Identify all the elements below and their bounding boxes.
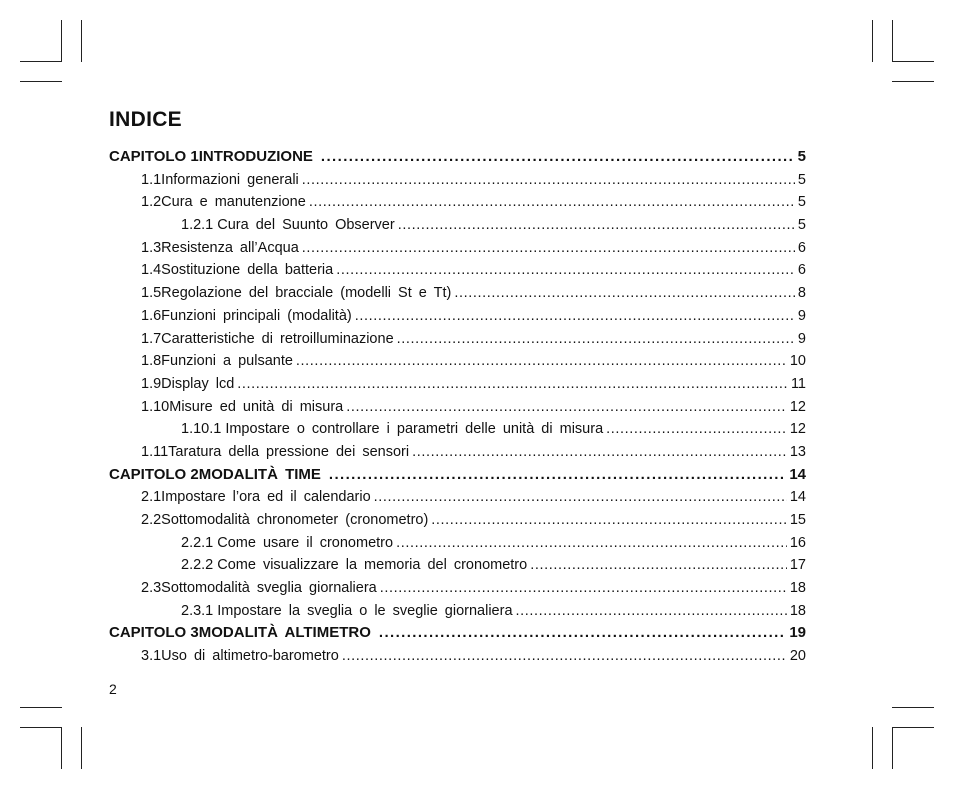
- toc-entry-page: 9: [797, 307, 806, 324]
- toc-entry-label: Uso di altimetro-barometro: [161, 648, 339, 665]
- toc-entry-number: 1.4: [141, 262, 162, 279]
- toc-entry-number: 1.2: [141, 194, 162, 211]
- dot-leader: [302, 237, 795, 260]
- toc-entry-page: 6: [797, 239, 806, 256]
- dot-leader: [355, 305, 795, 328]
- toc-entry-number: 2.1: [141, 489, 162, 506]
- toc-entry[interactable]: [109, 600, 806, 623]
- toc-entry[interactable]: [109, 328, 806, 351]
- toc-entry-label: MODALITÀ ALTIMETRO: [198, 624, 371, 642]
- crop-mark: [872, 727, 873, 769]
- toc-entry[interactable]: [109, 577, 806, 600]
- crop-mark: [61, 727, 62, 769]
- dot-leader: [454, 282, 795, 305]
- toc-entry-label: INTRODUZIONE: [198, 148, 313, 165]
- toc-entry-label: Sostituzione della batteria: [161, 262, 334, 279]
- toc-entry-page: 8: [797, 285, 806, 302]
- crop-mark: [892, 61, 934, 62]
- dot-leader: [398, 214, 795, 237]
- crop-mark: [892, 727, 934, 728]
- toc-entry-page: 20: [789, 648, 806, 665]
- toc-entry[interactable]: [109, 259, 806, 282]
- toc-entry-page: 13: [789, 443, 806, 460]
- toc-entry-page: 12: [789, 398, 806, 415]
- toc-entry-number: 2.2.1: [181, 534, 214, 551]
- toc-entry[interactable]: [109, 645, 806, 668]
- page-number: 2: [109, 681, 117, 697]
- toc-entry-page: 18: [789, 602, 806, 619]
- toc-entry-label: Informazioni generali: [161, 171, 299, 188]
- dot-leader: [412, 441, 787, 464]
- toc-entry[interactable]: [109, 486, 806, 509]
- toc-entry-number: 2.2.2: [181, 557, 214, 574]
- page-title: INDICE: [109, 108, 182, 131]
- toc-entry-label: Funzioni a pulsante: [161, 353, 293, 370]
- toc-entry-label: Sottomodalità chronometer (cronometro): [161, 512, 429, 528]
- toc-entry-number: 2.3: [141, 580, 162, 597]
- toc-entry[interactable]: [109, 169, 806, 192]
- crop-mark: [20, 727, 62, 728]
- dot-leader: [321, 146, 795, 169]
- dot-leader: [396, 532, 787, 555]
- toc-entry-label: Impostare l’ora ed il calendario: [161, 489, 371, 506]
- toc-entry-number: 1.5: [141, 285, 162, 302]
- toc-entry-label: Impostare la sveglia o le sveglie giornaliera: [217, 602, 513, 619]
- crop-mark: [81, 20, 82, 62]
- toc-entry-number: 1.10: [141, 398, 170, 415]
- toc-entry-number: 1.9: [141, 375, 162, 392]
- toc-entry-page: 16: [789, 534, 806, 551]
- dot-leader: [346, 396, 787, 419]
- crop-mark: [892, 707, 934, 708]
- toc-entry-number: 1.3: [141, 239, 162, 256]
- toc-chapter-entry[interactable]: [109, 464, 806, 487]
- toc-entry-page: 14: [789, 489, 806, 506]
- toc-entry-page: 10: [789, 353, 806, 370]
- dot-leader: [296, 350, 787, 373]
- toc-chapter-entry[interactable]: [109, 622, 806, 645]
- crop-mark: [892, 727, 893, 769]
- toc-entry-label: Sottomodalità sveglia giornaliera: [161, 580, 377, 597]
- toc-entry[interactable]: [109, 191, 806, 214]
- toc-entry-label: Cura del Suunto Observer: [217, 217, 395, 234]
- toc-entry[interactable]: [109, 532, 806, 555]
- crop-mark: [61, 20, 62, 62]
- toc-entry-page: 19: [789, 624, 806, 642]
- dot-leader: [397, 328, 795, 351]
- dot-leader: [336, 259, 795, 282]
- toc-entry-number: 1.6: [141, 307, 162, 324]
- toc-entry-label: Misure ed unità di misura: [169, 398, 344, 415]
- toc-entry-page: 15: [789, 512, 806, 528]
- toc-entry-page: 9: [797, 330, 806, 347]
- crop-mark: [20, 707, 62, 708]
- crop-mark: [892, 81, 934, 82]
- dot-leader: [342, 645, 787, 668]
- toc-entry-page: 5: [797, 217, 806, 234]
- dot-leader: [309, 191, 795, 214]
- toc-entry-number: 3.1: [141, 648, 162, 665]
- toc-entry[interactable]: [109, 396, 806, 419]
- toc-entry-label: Caratteristiche di retroilluminazione: [161, 330, 394, 347]
- dot-leader: [516, 600, 787, 623]
- toc-entry-page: 6: [797, 262, 806, 279]
- toc-entry-number: 1.8: [141, 353, 162, 370]
- crop-mark: [872, 20, 873, 62]
- toc-entry-label: Come visualizzare la memoria del cronometro: [217, 557, 528, 574]
- toc-entry-number: 1.10.1: [181, 421, 222, 438]
- toc-chapter-entry[interactable]: [109, 146, 806, 169]
- toc-entry-number: CAPITOLO 2: [109, 465, 199, 483]
- toc-entry-page: 5: [797, 171, 806, 188]
- toc-entry[interactable]: [109, 441, 806, 464]
- toc-entry[interactable]: [109, 237, 806, 260]
- toc-entry-number: CAPITOLO 1: [109, 148, 199, 165]
- toc-entry-page: 11: [790, 375, 806, 392]
- toc-entry-label: Regolazione del bracciale (modelli St e Tt): [161, 285, 452, 302]
- dot-leader: [380, 577, 787, 600]
- toc-entry[interactable]: [109, 509, 806, 532]
- toc-entry-label: Display lcd: [161, 375, 235, 392]
- toc-entry-number: 1.1: [141, 171, 162, 188]
- toc-entry-label: Resistenza all’Acqua: [161, 239, 299, 256]
- toc-entry-number: 1.7: [141, 330, 162, 347]
- toc-entry-page: 14: [789, 465, 806, 483]
- toc-entry-number: 1.11: [141, 443, 169, 460]
- toc-entry-number: 1.2.1: [181, 217, 214, 234]
- crop-mark: [20, 61, 62, 62]
- toc-entry[interactable]: [109, 282, 806, 305]
- toc-entry[interactable]: [109, 554, 806, 577]
- crop-mark: [892, 20, 893, 62]
- toc-entry-label: Cura e manutenzione: [161, 194, 306, 211]
- toc-entry[interactable]: [109, 350, 806, 373]
- table-of-contents: [109, 146, 806, 668]
- toc-entry-page: 5: [797, 148, 806, 165]
- toc-entry-page: 12: [789, 421, 806, 438]
- dot-leader: [302, 169, 795, 192]
- dot-leader: [329, 464, 786, 487]
- dot-leader: [530, 554, 787, 577]
- dot-leader: [374, 486, 787, 509]
- crop-mark: [20, 81, 62, 82]
- toc-entry-number: CAPITOLO 3: [109, 624, 199, 642]
- crop-mark: [81, 727, 82, 769]
- toc-entry[interactable]: [109, 418, 806, 441]
- toc-entry-number: 2.3.1: [181, 602, 214, 619]
- toc-entry-page: 18: [789, 580, 806, 597]
- toc-entry[interactable]: [109, 305, 806, 328]
- toc-entry-page: 5: [797, 194, 806, 211]
- toc-entry-label: Impostare o controllare i parametri delle unità di misura: [225, 421, 604, 438]
- dot-leader: [431, 509, 787, 532]
- toc-entry-label: Taratura della pressione dei sensori: [168, 443, 410, 460]
- toc-entry[interactable]: [109, 214, 806, 237]
- toc-entry-page: 17: [789, 557, 806, 574]
- dot-leader: [237, 373, 788, 396]
- toc-entry-label: Come usare il cronometro: [217, 534, 394, 551]
- toc-entry-label: Funzioni principali (modalità): [161, 307, 352, 324]
- dot-leader: [606, 418, 787, 441]
- toc-entry-number: 2.2: [141, 512, 162, 528]
- dot-leader: [379, 622, 786, 645]
- toc-entry-label: MODALITÀ TIME: [198, 465, 321, 483]
- toc-entry[interactable]: [109, 373, 806, 396]
